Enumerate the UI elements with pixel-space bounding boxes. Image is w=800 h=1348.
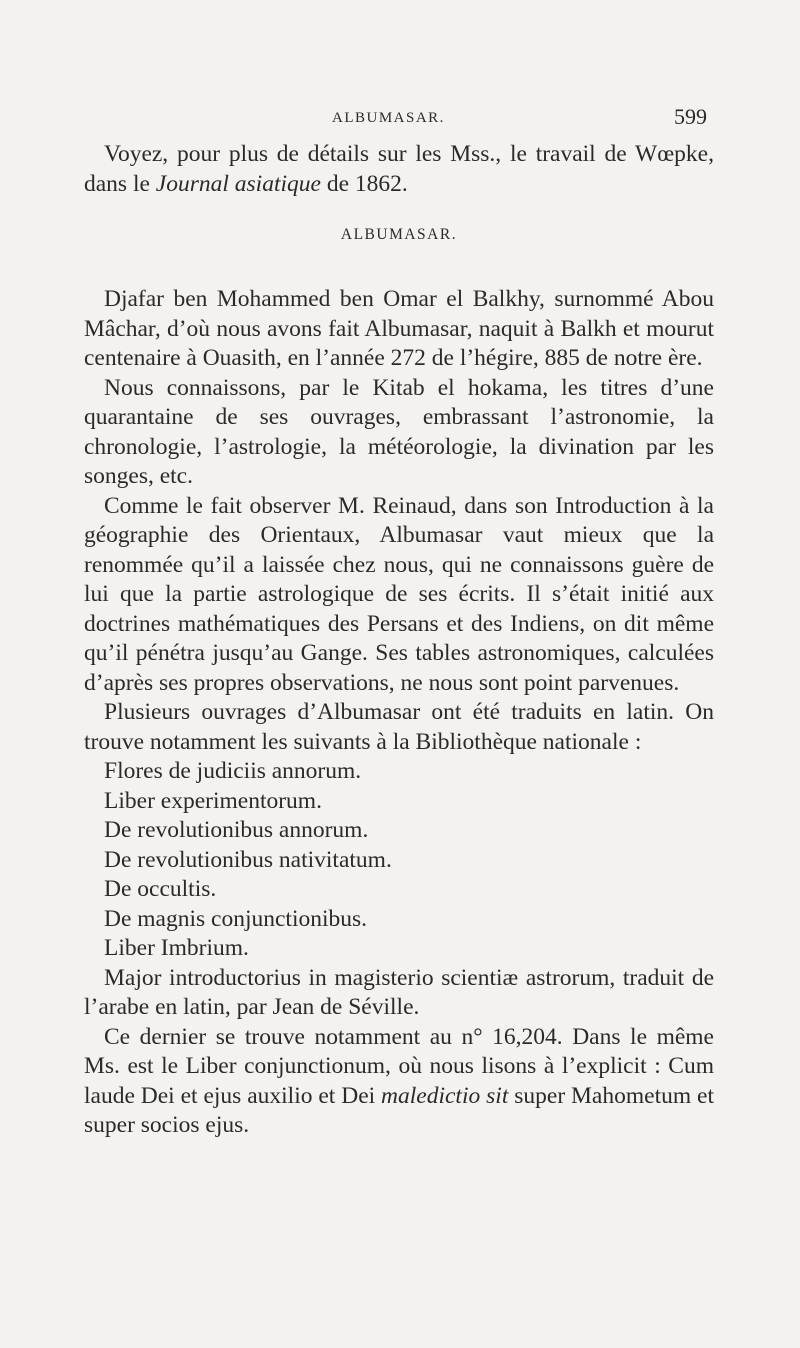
page-number: 599 [674, 104, 707, 129]
intro-text-part1: Voyez, pour plus de détails sur les Mss., le travail de Wœpke, dans le [84, 141, 714, 197]
paragraph-translations: Plusieurs ouvrages d’Albumasar ont été traduits en latin. On trouve notamment les suivants à la Bibliothèque nationale : [84, 699, 714, 755]
work-item: De magnis conjunctionibus. [104, 905, 368, 932]
intro-text-part2: de 1862. [320, 170, 408, 197]
section-heading: ALBUMASAR. [340, 226, 458, 243]
paragraph-biography: Djafar ben Mohammed ben Omar el Balkhy, surnommé Abou Mâchar, d’où nous avons fait Albumasar, naquit à Balkh et mourut centenaire à Ouasith, en l’année 272 de l’hégire, 885 de notre ère. [84, 286, 714, 371]
work-item: De revolutionibus nativitatum. [104, 846, 392, 873]
work-item: De occultis. [104, 876, 217, 902]
work-item: De revolutionibus annorum. [104, 817, 369, 843]
intro-paragraph [84, 140, 714, 199]
work-item-major: Major introductorius in magisterio scientiæ astrorum, traduit de l’arabe en latin, par Jean de Séville. [84, 964, 714, 1020]
paragraph-works-count: Nous connaissons, par le Kitab el hokama, les titres d’une quarantaine de ses ouvrages, embrassant l’astronomie, la chronologie, l’astrologie, la météorologie, la divination par les songes, etc. [84, 374, 714, 489]
closing-italic-phrase: maledictio sit [381, 1082, 509, 1109]
closing-text-part2: super Mahometum et super socios ejus. [84, 1082, 714, 1138]
closing-text-part1: Ce dernier se trouve notamment au n° 16,204. Dans le même Ms. est le Liber conjunctionum, où nous lisons à l’explicit : Cum laude Dei et ejus auxilio et Dei [84, 1023, 714, 1109]
paragraph-reinaud: Comme le fait observer M. Reinaud, dans son Introduction à la géographie des Orientaux, Albumasar vaut mieux que la renommée qu’il a laissée chez nous, qui ne connaissons guère de lui que la partie astrologique de ses écrits. Il s’était initié aux doctrines mathématiques des Persans et des Indiens, on dit même qu’il pénétra jusqu’au Gange. Ses tables astronomiques, calculées d’après ses propres observations, ne nous sont point parvenues. [84, 492, 714, 696]
running-head [0, 104, 800, 134]
work-item: Flores de judiciis annorum. [104, 758, 362, 784]
work-item: Liber Imbrium. [104, 935, 249, 961]
intro-journal-title: Journal asiatique [155, 170, 321, 197]
body-text [84, 140, 714, 1141]
running-title: ALBUMASAR. [332, 110, 445, 126]
paragraph-closing [84, 1023, 714, 1141]
work-item: Liber experimentorum. [104, 787, 322, 814]
